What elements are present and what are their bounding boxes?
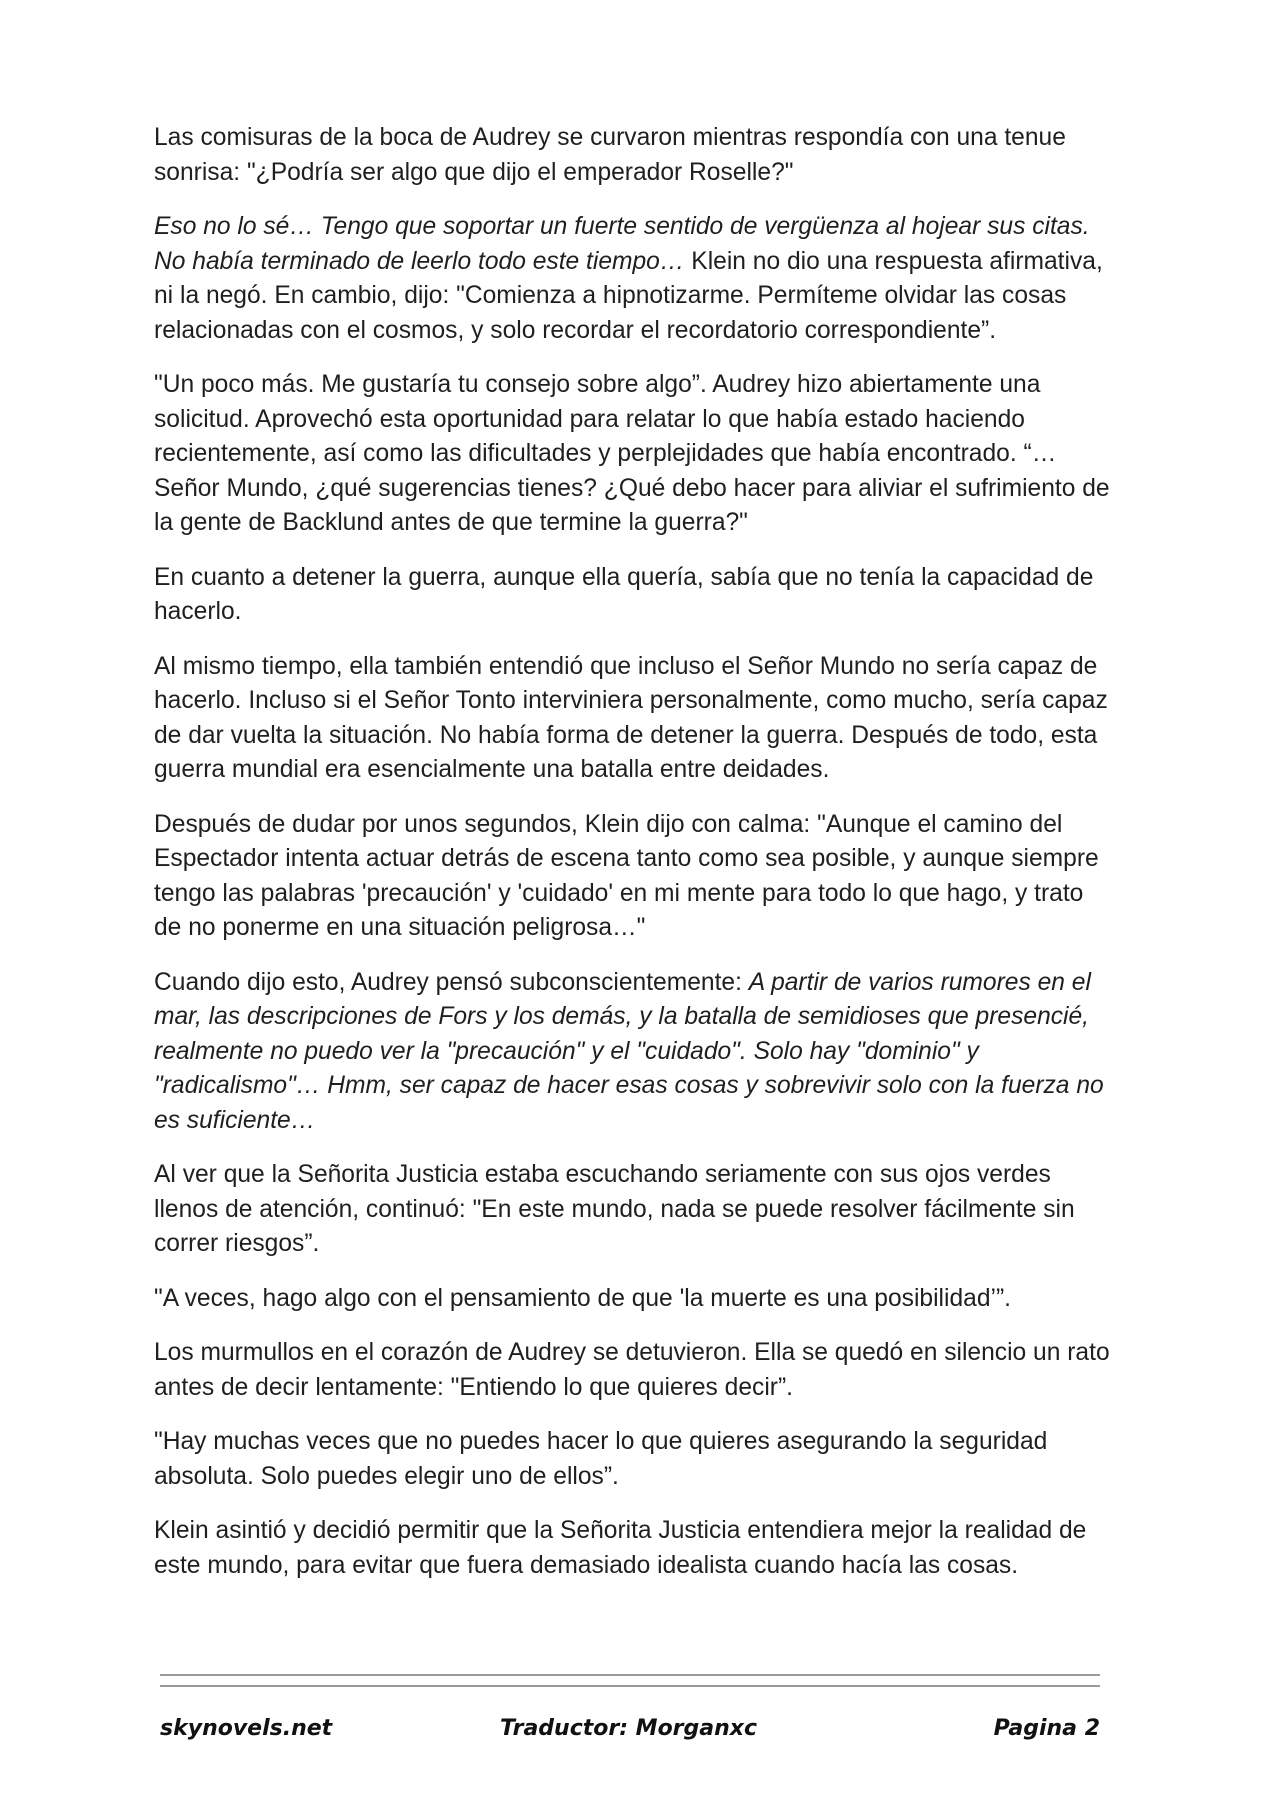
text-run: Después de dudar por unos segundos, Klein dijo con calma: "Aunque el camino del Espectador intenta actuar detrás de escena tanto como sea posible, y aunque siempre tengo las palabras 'precaución' y 'cuidado' en mi mente para todo lo que hago, y trato de no ponerme en una situación peligrosa…": [154, 810, 1099, 941]
italic-text: A partir de varios rumores en el mar, las descripciones de Fors y los demás, y la batalla de semidioses que presencié, realmente no puedo ver la "precaución" y el "cuidado". Solo hay "dominio" y "radicalismo"… Hmm, ser capaz de hacer esas cosas y sobrevivir solo con la fuerza no es suficiente…: [154, 968, 1104, 1134]
text-run: "Un poco más. Me gustaría tu consejo sobre algo”. Audrey hizo abiertamente una solicitud. Aprovechó esta oportunidad para relatar lo que había estado haciendo recientemente, así como las dificultades y perplejidades que había encontrado. “…Señor Mundo, ¿qué sugerencias tienes? ¿Qué debo hacer para aliviar el sufrimiento de la gente de Backlund antes de que termine la guerra?": [154, 371, 1110, 536]
paragraph: [154, 1282, 1112, 1317]
text-run: Al ver que la Señorita Justicia estaba escuchando seriamente con sus ojos verdes llenos de atención, continuó: "En este mundo, nada se puede resolver fácilmente sin correr riesgos”.: [154, 1161, 1075, 1257]
text-run: Los murmullos en el corazón de Audrey se detuvieron. Ella se quedó en silencio un rato antes de decir lentamente: "Entiendo lo que quieres decir”.: [154, 1339, 1110, 1401]
paragraph: [154, 966, 1112, 1139]
footer-divider-top: [160, 1674, 1100, 1676]
footer-site: skynovels.net: [160, 1716, 333, 1741]
paragraph: [154, 1514, 1112, 1583]
paragraph: [154, 561, 1112, 630]
paragraph: [154, 1425, 1112, 1494]
footer-translator: Traductor: Morganxc: [500, 1716, 758, 1741]
paragraph: [154, 1336, 1112, 1405]
text-run: "A veces, hago algo con el pensamiento de que 'la muerte es una posibilidad’”.: [154, 1284, 1011, 1312]
text-run: Klein asintió y decidió permitir que la Señorita Justicia entendiera mejor la realidad de este mundo, para evitar que fuera demasiado idealista cuando hacía las cosas.: [154, 1517, 1087, 1579]
body-text: [154, 121, 1112, 1603]
text-run: Las comisuras de la boca de Audrey se curvaron mientras respondía con una tenue sonrisa: "¿Podría ser algo que dijo el emperador Roselle?": [154, 124, 1066, 186]
text-run: Al mismo tiempo, ella también entendió que incluso el Señor Mundo no sería capaz de hacerlo. Incluso si el Señor Tonto interviniera personalmente, como mucho, sería capaz de dar vuelta la situación. No había forma de detener la guerra. Después de todo, esta guerra mundial era esencialmente una batalla entre deidades.: [154, 652, 1108, 783]
footer-page-number: Pagina 2: [993, 1716, 1100, 1741]
paragraph: [154, 368, 1112, 541]
paragraph: [154, 1158, 1112, 1262]
paragraph: [154, 121, 1112, 190]
text-run: Klein no dio una respuesta afirmativa, ni la negó. En cambio, dijo: "Comienza a hipnotizarme. Permíteme olvidar las cosas relacionadas con el cosmos, y solo recordar el recordatorio correspondiente”.: [154, 247, 1103, 344]
text-run: Cuando dijo esto, Audrey pensó subconscientemente:: [154, 968, 749, 996]
paragraph: [154, 808, 1112, 946]
paragraph: [154, 650, 1112, 788]
text-run: En cuanto a detener la guerra, aunque ella quería, sabía que no tenía la capacidad de hacerlo.: [154, 563, 1094, 625]
italic-text: Eso no lo sé… Tengo que soportar un fuerte sentido de vergüenza al hojear sus citas. No había terminado de leerlo todo este tiempo…: [154, 213, 1090, 275]
footer-divider-bottom: [160, 1685, 1100, 1687]
text-run: "Hay muchas veces que no puedes hacer lo que quieres asegurando la seguridad absoluta. Solo puedes elegir uno de ellos”.: [154, 1428, 1048, 1490]
paragraph: [154, 210, 1112, 348]
